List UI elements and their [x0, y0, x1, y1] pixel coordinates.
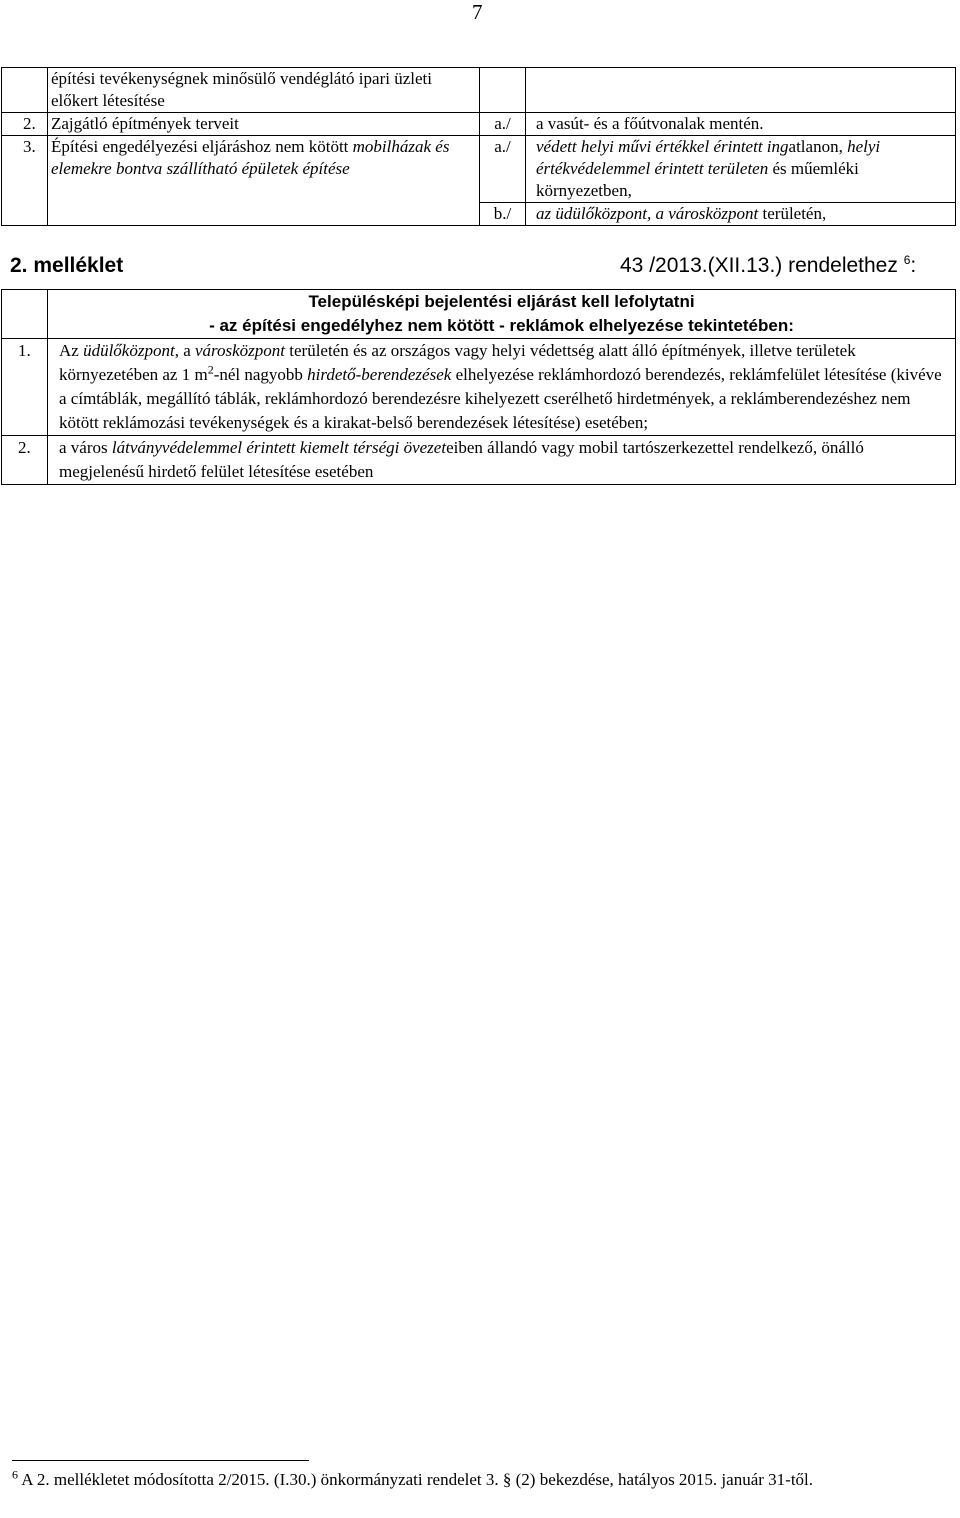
- annex-reference: [620, 254, 916, 278]
- location-cell: [526, 68, 956, 113]
- text-run: városközpont: [194, 341, 286, 360]
- text-run: területén,: [758, 204, 827, 223]
- footnote-text: A 2. mellékletet módosította 2/2015. (I.30.) önkormányzati rendelet 3. § (2) bekezdése, hatályos 2015. január 31-től.: [18, 1470, 814, 1489]
- text-run: látványvédelemmel érintett kiemelt térségi övezet: [111, 438, 447, 457]
- point-cell: a./: [480, 136, 526, 203]
- activity-cell: [48, 68, 480, 113]
- footnote-separator: [12, 1460, 309, 1461]
- row-number: [2, 68, 48, 113]
- annex-header-num-cell: [2, 290, 48, 339]
- text-run: védett helyi művi értékkel érintett ing: [536, 137, 789, 156]
- text-run: elhelyezése reklámhordozó berendezés, reklámfelület létesítése (kivéve a címtáblák, megállító táblák, reklámhordozó berendezésre kihelyezett cserélhető hirdetmények, a reklámberendezéshez nem kötött reklámozási tevékenységek és a kirakat-belső berendezések létesítése) esetében;: [59, 365, 942, 432]
- location-cell: [526, 136, 956, 203]
- rules-table: [1, 67, 956, 226]
- text-run: , a: [174, 341, 195, 360]
- table-row: [2, 68, 956, 113]
- annex-table: [1, 289, 956, 485]
- text-run: Építési engedélyezési eljáráshoz nem kötött: [51, 137, 353, 156]
- text-run: Az: [59, 341, 84, 360]
- text-run: a város: [59, 438, 112, 457]
- activity-cell: [48, 136, 480, 226]
- location-cell: [526, 113, 956, 136]
- list-item: [2, 339, 956, 436]
- annex-header-line1: Településképi bejelentési eljárást kell lefolytatni: [308, 292, 695, 311]
- text-run: atlanon,: [788, 137, 843, 156]
- item-text: [48, 339, 956, 436]
- page-number: 7: [472, 0, 483, 24]
- text-run: a vasút- és a főútvonalak mentén.: [536, 114, 764, 133]
- text-run: mobilházak és elemekre bontva szállítható épületek építése: [51, 137, 450, 178]
- text-run: 2: [207, 362, 214, 377]
- text-run: az üdülőközpont, a városközpont: [536, 204, 759, 223]
- annex-header-cell: [48, 290, 956, 339]
- text-run: területén és az országos vagy helyi védettség alatt álló építmények, illetve területek környezetében az 1 m: [59, 341, 856, 384]
- text-run: helyi értékvédelemmel érintett területen: [536, 137, 881, 178]
- annex-footnote-ref: 6: [903, 253, 911, 267]
- table-row: [2, 113, 956, 136]
- point-cell: a./: [480, 113, 526, 136]
- item-text: [48, 436, 956, 485]
- annex-suffix: :: [910, 254, 917, 277]
- location-cell: [526, 203, 956, 226]
- row-number: 3.: [2, 136, 48, 226]
- text-run: hirdető-berendezések: [307, 365, 452, 384]
- point-cell: b./: [480, 203, 526, 226]
- footnote-mark: 6: [12, 1467, 18, 1482]
- annex-reference-text: 43 /2013.(XII.13.) rendelethez: [620, 254, 904, 277]
- text-run: eiben állandó vagy mobil tartószerkezettel rendelkező, önálló megjelenésű hirdető felület létesítése esetében: [59, 438, 864, 481]
- item-number: 1.: [2, 339, 48, 436]
- text-run: üdülőközpont: [83, 341, 175, 360]
- row-number: 2.: [2, 113, 48, 136]
- annex-header-line2: - az építési engedélyhez nem kötött - reklámok elhelyezése tekintetében:: [209, 316, 794, 335]
- table-row: [2, 136, 956, 203]
- text-run: -nél nagyobb: [213, 365, 308, 384]
- footnote: [12, 1468, 947, 1492]
- item-number: 2.: [2, 436, 48, 485]
- activity-cell: [48, 113, 480, 136]
- list-item: [2, 436, 956, 485]
- point-cell: [480, 68, 526, 113]
- text-run: és műemléki környezetben,: [536, 159, 859, 200]
- text-run: építési tevékenységnek minősülő vendéglátó ipari üzleti előkert létesítése: [51, 69, 432, 110]
- text-run: Zajgátló építmények terveit: [51, 114, 239, 133]
- annex-title: 2. melléklet: [10, 254, 124, 277]
